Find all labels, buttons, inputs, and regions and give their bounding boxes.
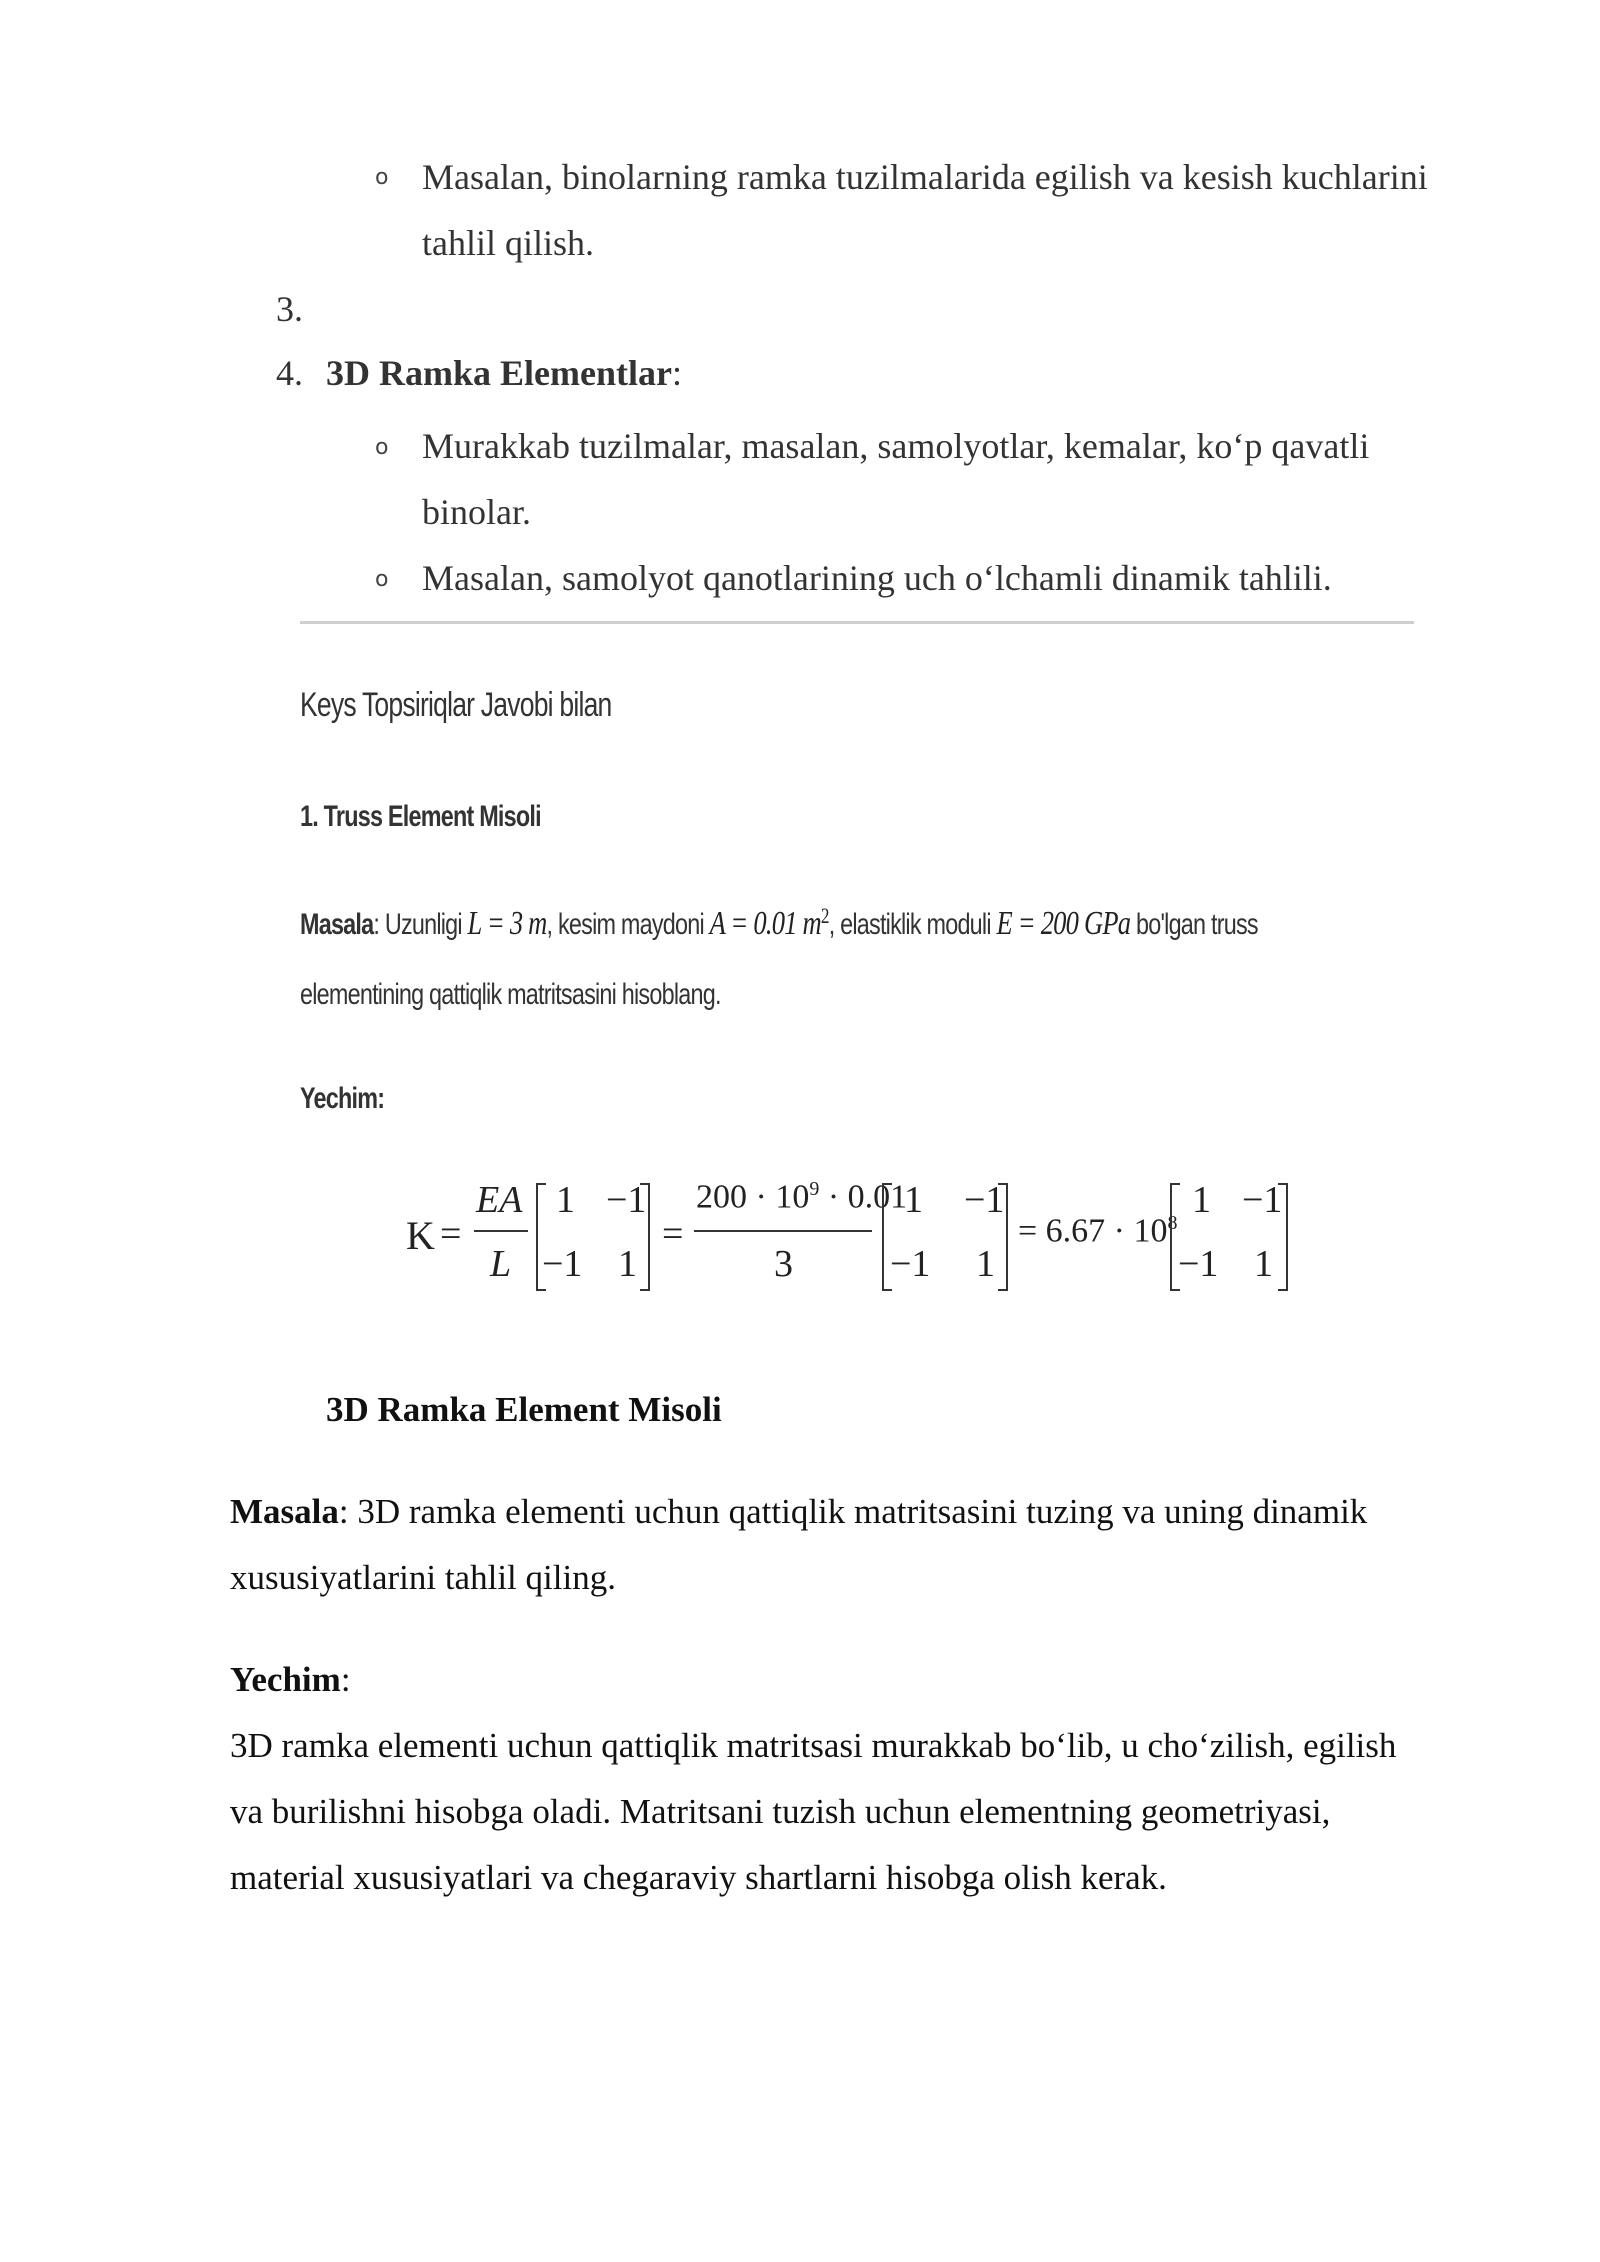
list-number-4: 4.	[276, 353, 303, 393]
list-item-heading	[326, 340, 682, 406]
list-number-3: 3.	[276, 289, 303, 329]
list-item-text: Masalan, binolarning ramka tuzilmalarida egilish va kesish kuchlarini	[422, 157, 1428, 197]
problem-text: , kesim maydoni	[546, 908, 710, 941]
masala-label: Masala	[230, 1492, 339, 1531]
right-bracket	[996, 1182, 1010, 1292]
matrix-cell: 1	[1254, 1243, 1273, 1285]
list-bullet: o	[375, 165, 389, 190]
area-exponent: 2	[820, 903, 829, 928]
numerator-base: 200 · 10	[696, 1178, 810, 1216]
solution-paragraph-line1: 3D ramka elementi uchun qattiqlik matritsasi murakkab bo‘lib, u cho‘zilish, egilish	[230, 1726, 1397, 1765]
problem-text: bo'lgan truss	[1130, 908, 1258, 941]
list-bullet: o	[375, 567, 389, 592]
list-item-text: Murakkab tuzilmalar, masalan, samolyotlar, kemalar, ko‘p qavatli	[422, 426, 1370, 466]
embedded-subheading: 1. Truss Element Misoli	[300, 800, 541, 833]
horizontal-rule	[300, 621, 1414, 624]
list-item-text-continued: tahlil qilish.	[422, 223, 595, 263]
problem-statement-line2: xususiyatlarini tahlil qiling.	[230, 1558, 616, 1597]
fraction-denominator: 3	[774, 1243, 793, 1285]
matrix-cell: 1	[618, 1243, 637, 1285]
embedded-problem-line2: elementining qattiqlik matritsasini hisoblang.	[300, 978, 721, 1011]
fraction-numerator	[696, 1178, 907, 1216]
list-item-text-continued: binolar.	[422, 492, 531, 532]
right-bracket	[1276, 1182, 1290, 1292]
equals-sign: =	[662, 1213, 684, 1255]
matrix-cell: 1	[976, 1243, 995, 1285]
matrix-cell: −1	[542, 1243, 583, 1285]
fraction-bar	[474, 1230, 528, 1232]
section-title: 3D Ramka Element Misoli	[326, 1390, 722, 1429]
area-equation: A = 0.01 m	[709, 905, 821, 942]
yechim-colon: :	[340, 1660, 351, 1699]
matrix-cell: −1	[1242, 1179, 1283, 1221]
fraction-numerator: EA	[476, 1179, 523, 1221]
length-equation: L = 3 m	[467, 905, 547, 942]
k-symbol: K	[406, 1213, 435, 1258]
problem-text: : 3D ramka elementi uchun qattiqlik matritsasini tuzing va uning dinamik	[338, 1492, 1368, 1531]
embedded-solution-label: Yechim:	[300, 1082, 385, 1115]
fraction-denominator: L	[490, 1243, 512, 1285]
equals-sign: =	[440, 1213, 462, 1255]
matrix-cell: 1	[904, 1179, 923, 1221]
solution-paragraph-line2: va burilishni hisobga oladi. Matritsani tuzish uchun elementning geometriyasi,	[230, 1792, 1331, 1831]
coefficient-exponent: 8	[1167, 1212, 1178, 1234]
masala-label: Masala	[300, 908, 374, 941]
numerator-exponent: 9	[809, 1178, 820, 1200]
modulus-equation: E = 200 GPa	[996, 905, 1131, 942]
list-item-heading-title: 3D Ramka Elementlar	[326, 353, 672, 393]
matrix-cell: −1	[890, 1243, 931, 1285]
stiffness-equation	[406, 1178, 1306, 1298]
fraction-bar	[694, 1230, 872, 1232]
list-item-heading-colon: :	[671, 353, 682, 393]
matrix-cell: 1	[1192, 1179, 1211, 1221]
solution-paragraph-line3: material xususiyatlari va chegaraviy shartlarni hisobga olish kerak.	[230, 1858, 1167, 1897]
problem-text: : Uzunligi	[373, 908, 468, 941]
coefficient	[1018, 1212, 1178, 1250]
problem-text: , elastiklik moduli	[828, 908, 997, 941]
matrix-cell: −1	[1178, 1243, 1219, 1285]
problem-statement-line1	[230, 1479, 1367, 1545]
coefficient-base: = 6.67 · 10	[1018, 1212, 1168, 1250]
embedded-problem-line1	[300, 903, 1258, 943]
matrix-cell: −1	[606, 1179, 647, 1221]
matrix-cell: 1	[556, 1179, 575, 1221]
list-item-text: Masalan, samolyot qanotlarining uch o‘lchamli dinamik tahlili.	[422, 558, 1332, 598]
numerator-tail: · 0.01	[819, 1178, 908, 1216]
matrix-cell: −1	[964, 1179, 1005, 1221]
solution-label	[230, 1647, 351, 1713]
right-bracket	[638, 1182, 652, 1292]
embedded-heading: Keys Topsiriqlar Javobi bilan	[300, 686, 612, 724]
yechim-label: Yechim	[230, 1660, 341, 1699]
list-bullet: o	[375, 435, 389, 460]
